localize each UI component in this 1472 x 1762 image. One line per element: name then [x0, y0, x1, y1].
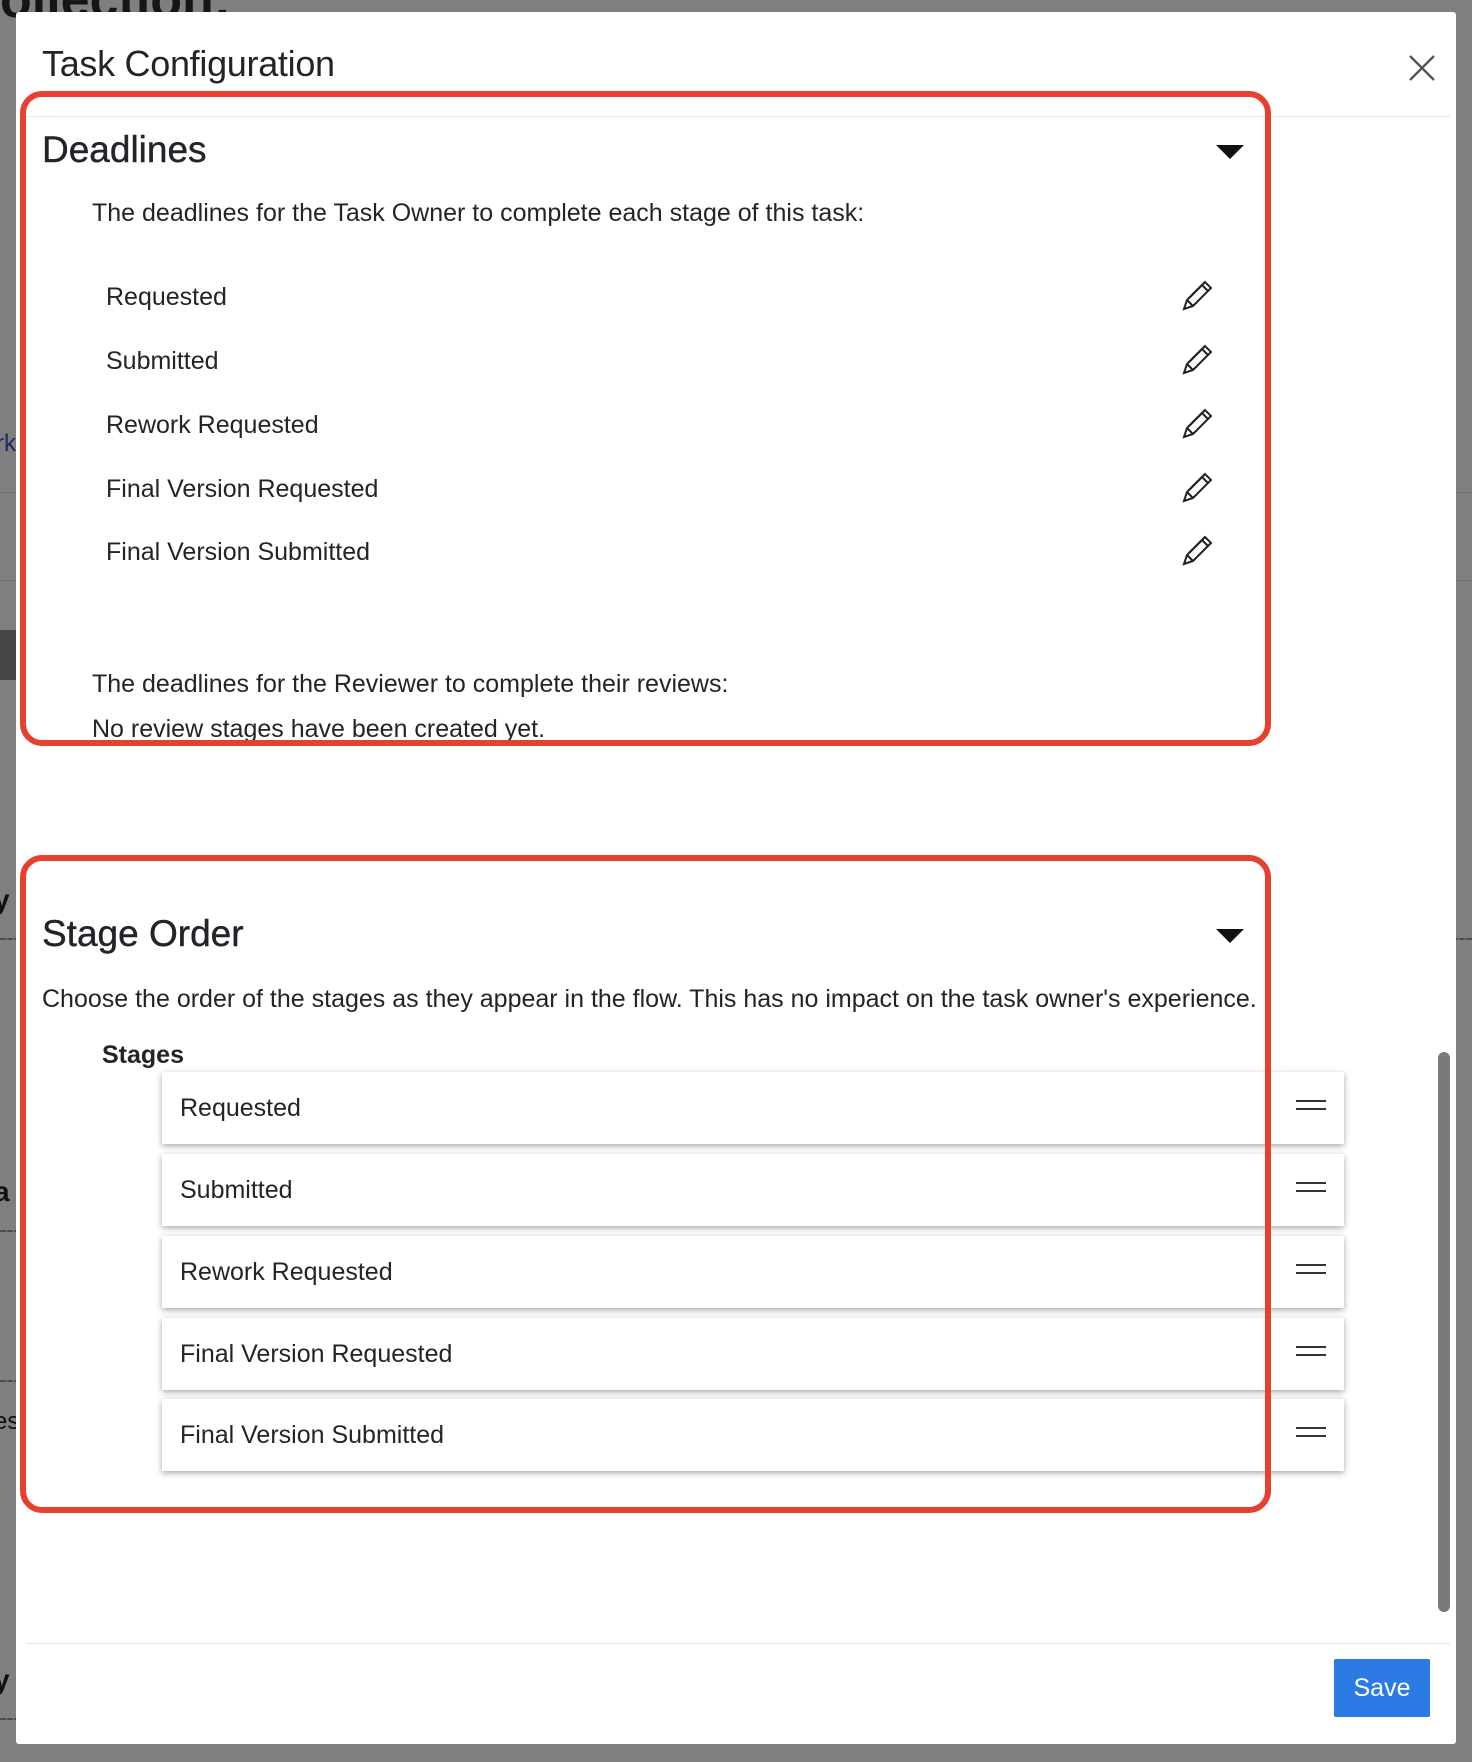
no-review-message: No review stages have been created yet. — [92, 715, 546, 743]
stage-order-description: Choose the order of the stages as they appear in the flow. This has no impact on the task owner's experience. — [42, 985, 1257, 1013]
stage-card-label: Requested — [180, 1094, 301, 1122]
stages-label: Stages — [102, 1041, 184, 1069]
stage-order-highlight-box — [20, 855, 1271, 1513]
stage-card-label: Submitted — [180, 1176, 293, 1204]
scrollbar-thumb[interactable] — [1438, 1052, 1450, 1612]
deadline-stage-label: Final Version Requested — [106, 475, 379, 503]
deadline-stage-label: Requested — [106, 283, 227, 311]
stage-card-label: Final Version Requested — [180, 1340, 453, 1368]
drag-handle-icon[interactable] — [1296, 1264, 1326, 1278]
drag-handle-icon[interactable] — [1296, 1182, 1326, 1196]
deadline-stage-label: Submitted — [106, 347, 219, 375]
deadline-stage-label: Rework Requested — [106, 411, 319, 439]
deadlines-reviewer-intro: The deadlines for the Reviewer to complete their reviews: — [92, 670, 729, 698]
drag-handle-icon[interactable] — [1296, 1346, 1326, 1360]
deadline-stage-label: Final Version Submitted — [106, 538, 371, 566]
stage-order-title: Stage Order — [42, 913, 244, 954]
close-button[interactable] — [1400, 46, 1444, 90]
deadlines-owner-intro: The deadlines for the Task Owner to complete each stage of this task: — [92, 199, 865, 227]
deadlines-title: Deadlines — [42, 129, 207, 170]
drag-handle-icon[interactable] — [1296, 1100, 1326, 1114]
save-button[interactable]: Save — [1334, 1659, 1430, 1717]
stage-card-label: Rework Requested — [180, 1258, 393, 1286]
stage-card-label: Final Version Submitted — [180, 1421, 445, 1449]
deadlines-highlight-box — [20, 91, 1271, 746]
modal-title: Task Configuration — [42, 43, 335, 84]
drag-handle-icon[interactable] — [1296, 1427, 1326, 1441]
close-icon — [1400, 46, 1444, 90]
